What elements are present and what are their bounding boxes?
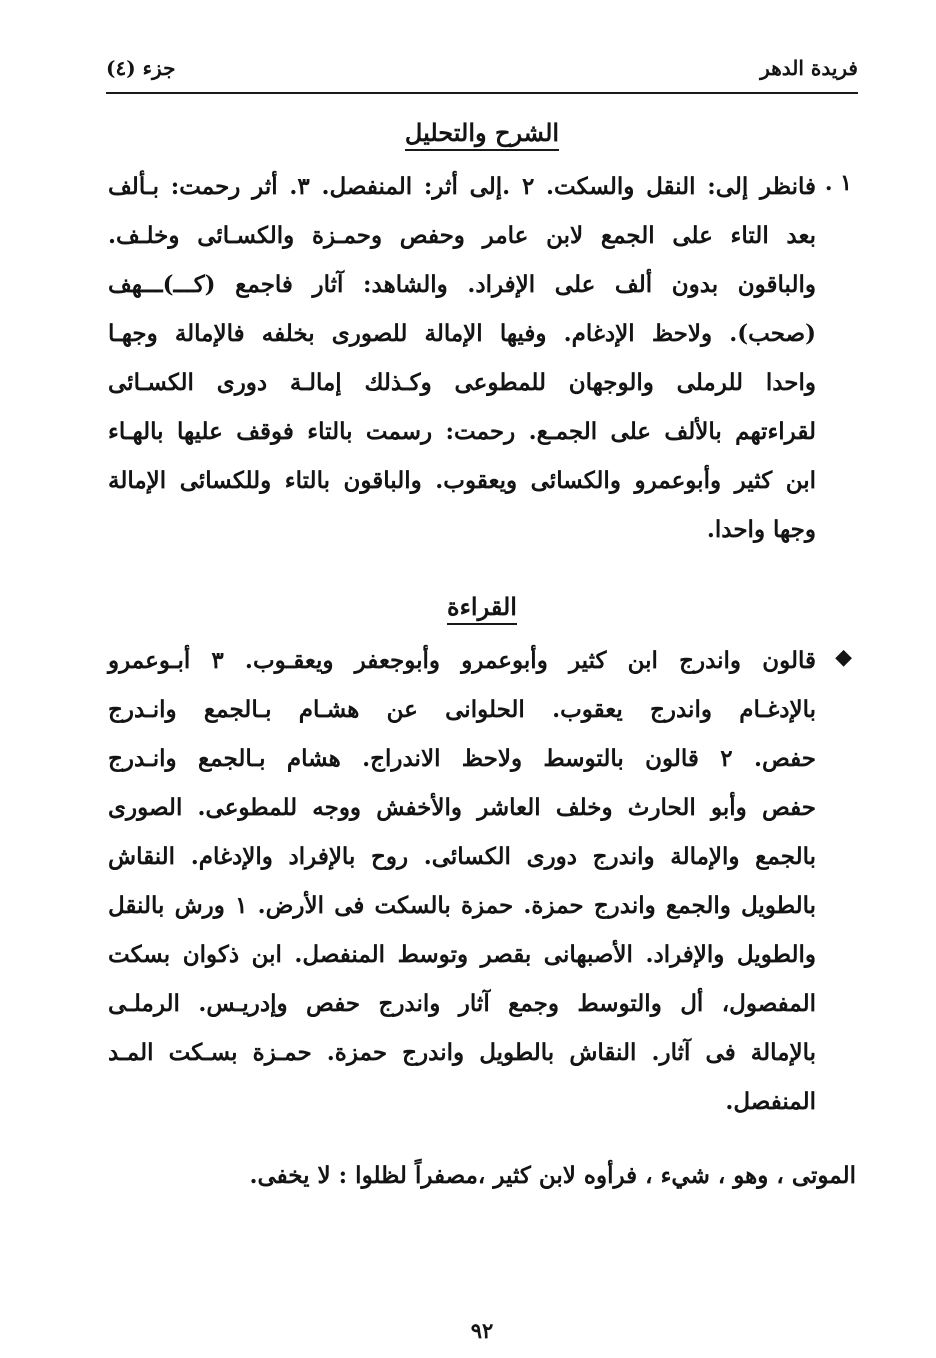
text-line: بالجمع والإمالة واندرج دورى الكسائى. روح بالإفراد والإدغام. النقاش bbox=[108, 843, 816, 870]
text-line: وجها واحدا. bbox=[706, 516, 816, 543]
section-heading-text: القراءة bbox=[447, 592, 517, 625]
commentary-paragraph bbox=[108, 162, 816, 554]
text-line: حفص وأبو الحارث وخلف العاشر والأخفش ووجه للمطوعى. الصورى bbox=[108, 794, 816, 821]
text-line: فانظر إلى: النقل والسكت. ٢ .إلى أثر: المنفصل. ٣. أثر رحمت: بـألف bbox=[108, 173, 817, 200]
volume-number: جزء (٤) bbox=[106, 56, 176, 80]
section-heading-text: الشرح والتحليل bbox=[405, 118, 559, 151]
section-heading-reading bbox=[0, 592, 936, 625]
text-line: والطويل والإفراد. الأصبهانى بقصر وتوسط المنفصل. ابن ذكوان بسكت bbox=[108, 941, 816, 968]
section-heading-commentary bbox=[0, 118, 936, 151]
text-line: بالإدغـام واندرج يعقوب. الحلوانى عن هشـام بـالجمع وانـدرج bbox=[108, 696, 817, 723]
page-number: ٩٢ bbox=[470, 1318, 494, 1343]
book-title: فريدة الدهر bbox=[760, 56, 858, 80]
text-line: بالإمالة فى آثار. النقاش بالطويل واندرج حمزة. حمـزة بسـكت المـد bbox=[108, 1039, 816, 1066]
text-line: المنفصل. bbox=[725, 1088, 816, 1115]
text-line: بالطويل والجمع واندرج حمزة. حمزة بالسكت فى الأرض. ١ ورش بالنقل bbox=[108, 892, 816, 919]
text-line: بعد التاء على الجمع لابن عامر وحفص وحمـزة والكسـائى وخلـف. bbox=[108, 222, 816, 249]
text-line: حفص. ٢ قالون بالتوسط ولاحظ الاندراج. هشام بـالجمع وانـدرج bbox=[108, 745, 816, 772]
text-line: (صحب). ولاحظ الإدغام. وفيها الإمالة للصورى بخلفه فالإمالة وجهـا bbox=[108, 320, 816, 347]
list-number-marker: ١ . bbox=[824, 170, 852, 196]
text-line: لقراءتهم بالألف على الجمـع. رحمت: رسمت بالتاء فوقف عليها بالهـاء bbox=[108, 418, 816, 445]
text-line: واحدا للرملى والوجهان للمطوعى وكـذلك إمالـة دورى الكسـائى bbox=[108, 369, 816, 396]
running-header bbox=[106, 52, 858, 94]
text-line: والباقون بدون ألف على الإفراد. والشاهد: آثار فاجمع (كـــ)ـــهف bbox=[108, 271, 816, 298]
diamond-bullet-icon: ◆ bbox=[835, 644, 852, 670]
text-line: ابن كثير وأبوعمرو والكسائى ويعقوب. والباقون بالتاء وللكسائى الإمالة bbox=[108, 467, 816, 494]
text-line: المفصول، أل والتوسط وجمع آثار واندرج حفص وإدريـس. الرملـى bbox=[108, 990, 816, 1017]
text-line: قالون واندرج ابن كثير وأبوعمرو وأبوجعفر ويعقـوب. ٣ أبـوعمرو bbox=[108, 647, 816, 674]
footnote: الموتى ، وهو ، شيء ، فرأوه لابن كثير ،مصفراً لظلوا : لا يخفى. bbox=[249, 1162, 856, 1189]
reading-paragraph bbox=[108, 636, 816, 1126]
